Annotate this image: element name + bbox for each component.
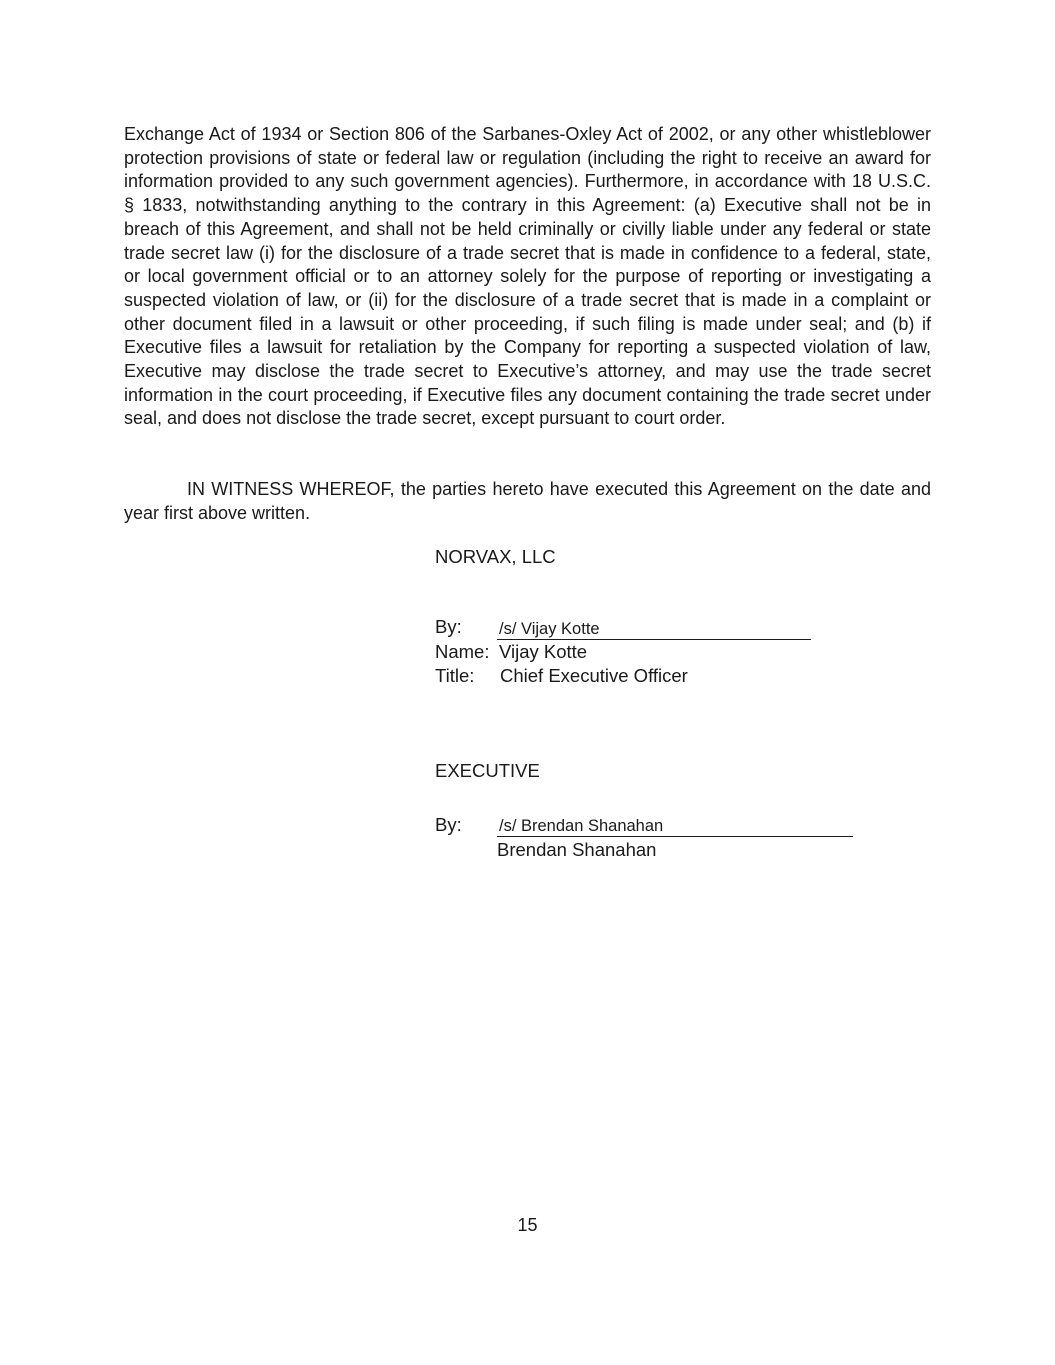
- company-signer-name: Vijay Kotte: [499, 641, 588, 662]
- company-by-label: By:: [435, 616, 462, 637]
- executive-printed-name: Brendan Shanahan: [497, 839, 657, 860]
- company-title-label: Title:: [435, 665, 475, 686]
- witness-paragraph: IN WITNESS WHEREOF, the parties hereto have executed this Agreement on the date and year first above written.: [124, 479, 931, 523]
- company-signer-title: Chief Executive Officer: [500, 665, 688, 686]
- page-number: 15: [517, 1215, 538, 1235]
- company-signature-line: /s/ Vijay Kotte: [497, 619, 811, 640]
- executive-by-label: By:: [435, 814, 462, 835]
- executive-signature-line: /s/ Brendan Shanahan: [497, 816, 853, 837]
- body-paragraph: Exchange Act of 1934 or Section 806 of the Sarbanes-Oxley Act of 2002, or any other whistleblower protection provisions of state or federal law or regulation (including the right to receive an award for information provided to any such government agencies). Furthermore, in accordance with 18 U.S.C. § 1833, notwithstanding anything to the contrary in this Agreement: (a) Executive shall not be in breach of this Agreement, and shall not be held criminally or civilly liable under any federal or state trade secret law (i) for the disclosure of a trade secret that is made in confidence to a federal, state, or local government official or to an attorney solely for the purpose of reporting or investigating a suspected violation of law, or (ii) for the disclosure of a trade secret that is made in a complaint or other document filed in a lawsuit or other proceeding, if such filing is made under seal; and (b) if Executive files a lawsuit for retaliation by the Company for reporting a suspected violation of law, Executive may disclose the trade secret to Executive’s attorney, and may use the trade secret information in the court proceeding, if Executive files any document containing the trade secret under seal, and does not disclose the trade secret, except pursuant to court order.: [124, 124, 931, 429]
- company-name-label: Name:: [435, 641, 490, 662]
- executive-heading: EXECUTIVE: [435, 760, 540, 781]
- company-name: NORVAX, LLC: [435, 546, 556, 567]
